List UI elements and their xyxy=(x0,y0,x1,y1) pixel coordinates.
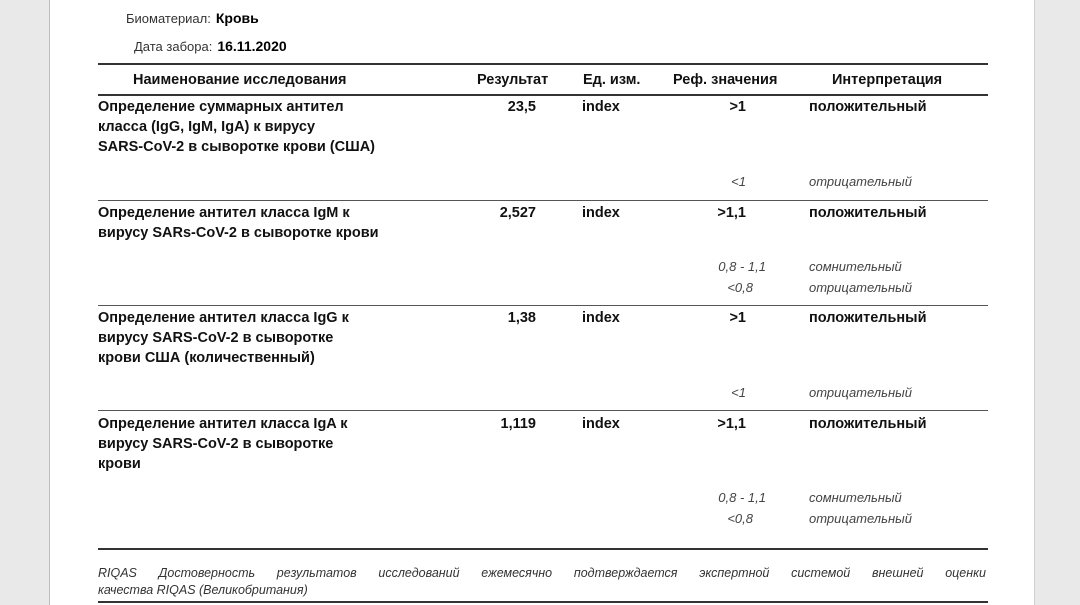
footer-line: качества RIQAS (Великобритания) xyxy=(98,583,308,597)
document-page xyxy=(51,0,1034,605)
ref-range-extra: <0,8 xyxy=(727,280,753,295)
ref-range-extra: 0,8 - 1,1 xyxy=(718,259,766,274)
row-divider xyxy=(98,410,988,411)
result-value: 1,38 xyxy=(507,310,536,326)
interpretation-extra: отрицательный xyxy=(809,174,912,189)
header-ref: Реф. значения xyxy=(673,72,778,88)
ref-value: >1 xyxy=(729,99,746,115)
unit-value: index xyxy=(582,99,620,115)
header-interp: Интерпретация xyxy=(832,72,943,88)
test-name-line: Определение антител класса IgA к xyxy=(98,416,348,432)
collection-date-line xyxy=(134,38,287,54)
test-name-line: Определение антител класса IgM к xyxy=(98,205,350,221)
left-margin-edge xyxy=(49,0,50,605)
footer-note xyxy=(98,565,986,599)
viewer-right-margin xyxy=(1034,0,1080,605)
test-name-line: Определение суммарных антител xyxy=(98,99,344,115)
test-name-line: SARS-CoV-2 в сыворотке крови (США) xyxy=(98,139,376,155)
biomaterial-line xyxy=(126,10,259,26)
right-margin-edge xyxy=(1034,0,1035,605)
header-result: Результат xyxy=(477,72,549,88)
test-name-line: класса (IgG, IgM, IgA) к вирусу xyxy=(98,119,316,135)
result-value: 2,527 xyxy=(499,205,536,221)
test-name xyxy=(98,97,428,157)
footer-bottom-rule xyxy=(98,601,988,603)
test-name-line: вирусу SARs-CoV-2 в сыворотке крови xyxy=(98,225,379,241)
unit-value: index xyxy=(582,310,620,326)
row-divider xyxy=(98,305,988,306)
row-divider xyxy=(98,200,988,201)
viewer-left-margin xyxy=(0,0,50,605)
collection-date-label: Дата забора: xyxy=(134,39,213,54)
ref-value: >1,1 xyxy=(717,416,746,432)
interpretation: положительный xyxy=(809,205,927,221)
test-name xyxy=(98,308,428,368)
ref-range-extra: <1 xyxy=(731,174,746,189)
table-bottom-rule xyxy=(98,548,988,550)
header-name: Наименование исследования xyxy=(133,72,347,88)
test-name-line: вирусу SARS-CoV-2 в сыворотке xyxy=(98,330,334,346)
biomaterial-label: Биоматериал: xyxy=(126,11,211,26)
collection-date-value: 16.11.2020 xyxy=(217,38,287,54)
result-value: 23,5 xyxy=(507,99,536,115)
ref-range-extra: <1 xyxy=(731,385,746,400)
test-name xyxy=(98,414,428,474)
interpretation: положительный xyxy=(809,310,927,326)
ref-value: >1,1 xyxy=(717,205,746,221)
test-name xyxy=(98,203,428,243)
test-name-line: крови xyxy=(98,456,141,472)
interpretation-extra: отрицательный xyxy=(809,511,912,526)
test-name-line: крови США (количественный) xyxy=(98,350,315,366)
table-top-rule xyxy=(98,63,988,65)
footer-line: RIQAS Достоверность результатов исследований ежемесячно подтверждается экспертной системой внешней оценки xyxy=(98,566,986,580)
interpretation: положительный xyxy=(809,99,927,115)
header-unit: Ед. изм. xyxy=(583,72,641,88)
test-name-line: вирусу SARS-CoV-2 в сыворотке xyxy=(98,436,334,452)
interpretation: положительный xyxy=(809,416,927,432)
ref-value: >1 xyxy=(729,310,746,326)
ref-range-extra: <0,8 xyxy=(727,511,753,526)
unit-value: index xyxy=(582,416,620,432)
biomaterial-value: Кровь xyxy=(215,10,259,26)
interpretation-extra: отрицательный xyxy=(809,385,912,400)
ref-range-extra: 0,8 - 1,1 xyxy=(718,490,766,505)
header-bottom-rule xyxy=(98,94,988,96)
interpretation-extra: отрицательный xyxy=(809,280,912,295)
interpretation-extra: сомнительный xyxy=(809,490,902,505)
result-value: 1,119 xyxy=(500,416,536,432)
unit-value: index xyxy=(582,205,620,221)
test-name-line: Определение антител класса IgG к xyxy=(98,310,349,326)
interpretation-extra: сомнительный xyxy=(809,259,902,274)
